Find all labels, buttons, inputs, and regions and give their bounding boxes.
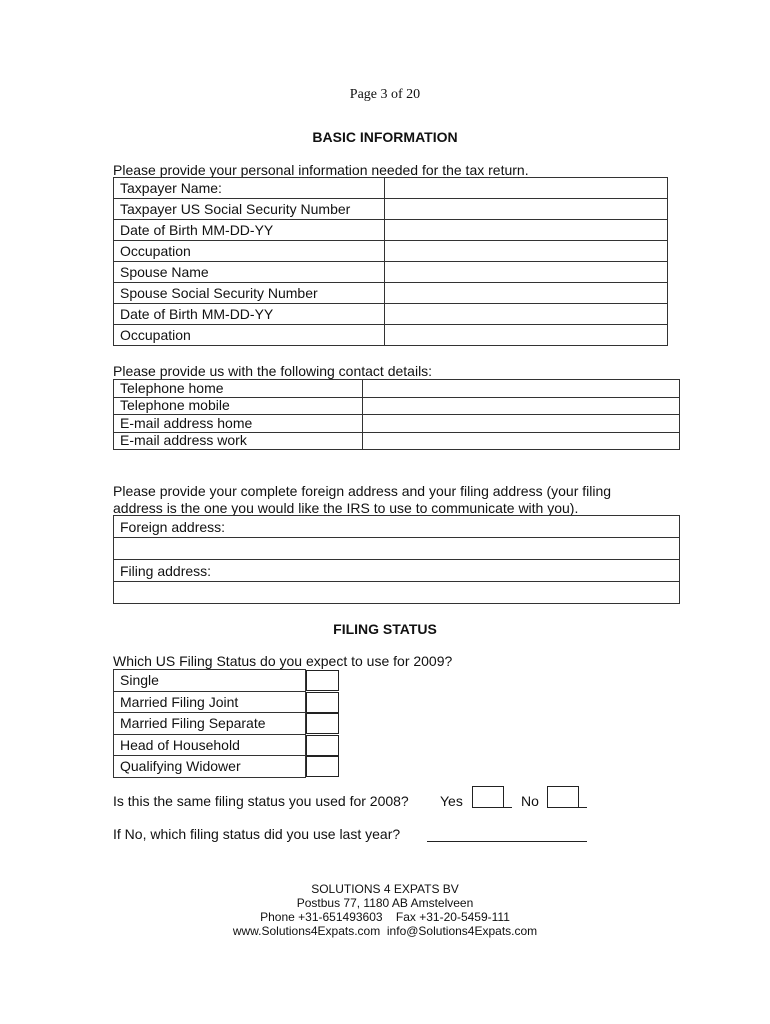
yes-label: Yes <box>440 793 463 809</box>
personal-info-row <box>114 283 668 304</box>
contact-field[interactable] <box>362 415 679 433</box>
filing-status-row <box>114 670 306 692</box>
personal-info-row <box>114 220 668 241</box>
filing-status-checkbox[interactable] <box>306 735 339 756</box>
address-intro-line2: address is the one you would like the IRS to use to communicate with you). <box>113 500 579 516</box>
contact-details-intro: Please provide us with the following contact details: <box>113 363 433 379</box>
personal-info-field[interactable] <box>384 199 667 220</box>
personal-info-field[interactable] <box>384 178 667 199</box>
filing-status-heading: FILING STATUS <box>333 621 437 637</box>
contact-field[interactable] <box>362 397 679 415</box>
personal-info-field[interactable] <box>384 325 667 346</box>
filing-status-row <box>114 734 306 756</box>
no-checkbox[interactable] <box>547 786 579 808</box>
filing-status-checkbox[interactable] <box>306 713 339 734</box>
same-status-question: Is this the same filing status you used for 2008? <box>113 793 409 809</box>
yes-checkbox[interactable] <box>472 786 504 808</box>
filing-status-checkbox[interactable] <box>306 670 339 691</box>
address-table <box>113 515 680 604</box>
filing-status-table <box>113 669 306 778</box>
basic-information-heading: BASIC INFORMATION <box>312 129 458 145</box>
no-label: No <box>521 793 539 809</box>
foreign-address-label: Foreign address: <box>114 516 680 538</box>
contact-field[interactable] <box>362 380 679 398</box>
contact-row <box>114 432 680 450</box>
yes-underline <box>504 807 512 808</box>
personal-info-label: Occupation <box>114 325 385 346</box>
last-year-question: If No, which filing status did you use last year? <box>113 826 401 842</box>
contact-row <box>114 380 680 398</box>
address-intro-line1: Please provide your complete foreign address and your filing address (your filing <box>113 483 612 499</box>
footer-web-email: www.Solutions4Expats.com info@Solutions4Expats.com <box>232 924 538 938</box>
filing-status-checkbox[interactable] <box>306 692 339 713</box>
filing-status-option: Married Filing Joint <box>114 691 306 713</box>
foreign-address-field[interactable] <box>114 538 680 560</box>
personal-info-field[interactable] <box>384 304 667 325</box>
filing-status-row <box>114 756 306 778</box>
contact-field[interactable] <box>362 432 679 450</box>
contact-label: Telephone mobile <box>114 397 363 415</box>
no-underline <box>579 807 587 808</box>
page-number: Page 3 of 20 <box>349 87 421 102</box>
personal-info-field[interactable] <box>384 241 667 262</box>
personal-info-label: Date of Birth MM-DD-YY <box>114 220 385 241</box>
personal-info-label: Taxpayer Name: <box>114 178 385 199</box>
filing-status-option: Married Filing Separate <box>114 713 306 735</box>
personal-info-row <box>114 199 668 220</box>
filing-status-row <box>114 691 306 713</box>
filing-status-option: Single <box>114 670 306 692</box>
filing-status-question: Which US Filing Status do you expect to use for 2009? <box>113 653 453 669</box>
personal-info-row <box>114 262 668 283</box>
filing-status-option: Qualifying Widower <box>114 756 306 778</box>
personal-info-table <box>113 177 668 346</box>
last-year-answer-line[interactable] <box>427 841 587 842</box>
personal-info-field[interactable] <box>384 283 667 304</box>
personal-info-label: Date of Birth MM-DD-YY <box>114 304 385 325</box>
contact-label: Telephone home <box>114 380 363 398</box>
filing-address-field[interactable] <box>114 582 680 604</box>
contact-row <box>114 397 680 415</box>
personal-info-field[interactable] <box>384 220 667 241</box>
filing-status-option: Head of Household <box>114 734 306 756</box>
filing-address-label: Filing address: <box>114 560 680 582</box>
filing-status-checkbox[interactable] <box>306 756 339 777</box>
personal-info-row <box>114 178 668 199</box>
filing-status-row <box>114 713 306 735</box>
footer-company: SOLUTIONS 4 EXPATS BV <box>311 882 459 896</box>
personal-info-row <box>114 325 668 346</box>
contact-details-table <box>113 379 680 450</box>
contact-label: E-mail address home <box>114 415 363 433</box>
contact-label: E-mail address work <box>114 432 363 450</box>
personal-info-row <box>114 304 668 325</box>
personal-info-field[interactable] <box>384 262 667 283</box>
personal-info-label: Taxpayer US Social Security Number <box>114 199 385 220</box>
footer-address: Postbus 77, 1180 AB Amstelveen <box>296 896 474 910</box>
personal-info-label: Occupation <box>114 241 385 262</box>
personal-info-row <box>114 241 668 262</box>
contact-row <box>114 415 680 433</box>
footer-phone-fax: Phone +31-651493603 Fax +31-20-5459-111 <box>260 910 510 924</box>
personal-info-label: Spouse Social Security Number <box>114 283 385 304</box>
personal-info-label: Spouse Name <box>114 262 385 283</box>
basic-information-intro: Please provide your personal information needed for the tax return. <box>113 162 529 178</box>
